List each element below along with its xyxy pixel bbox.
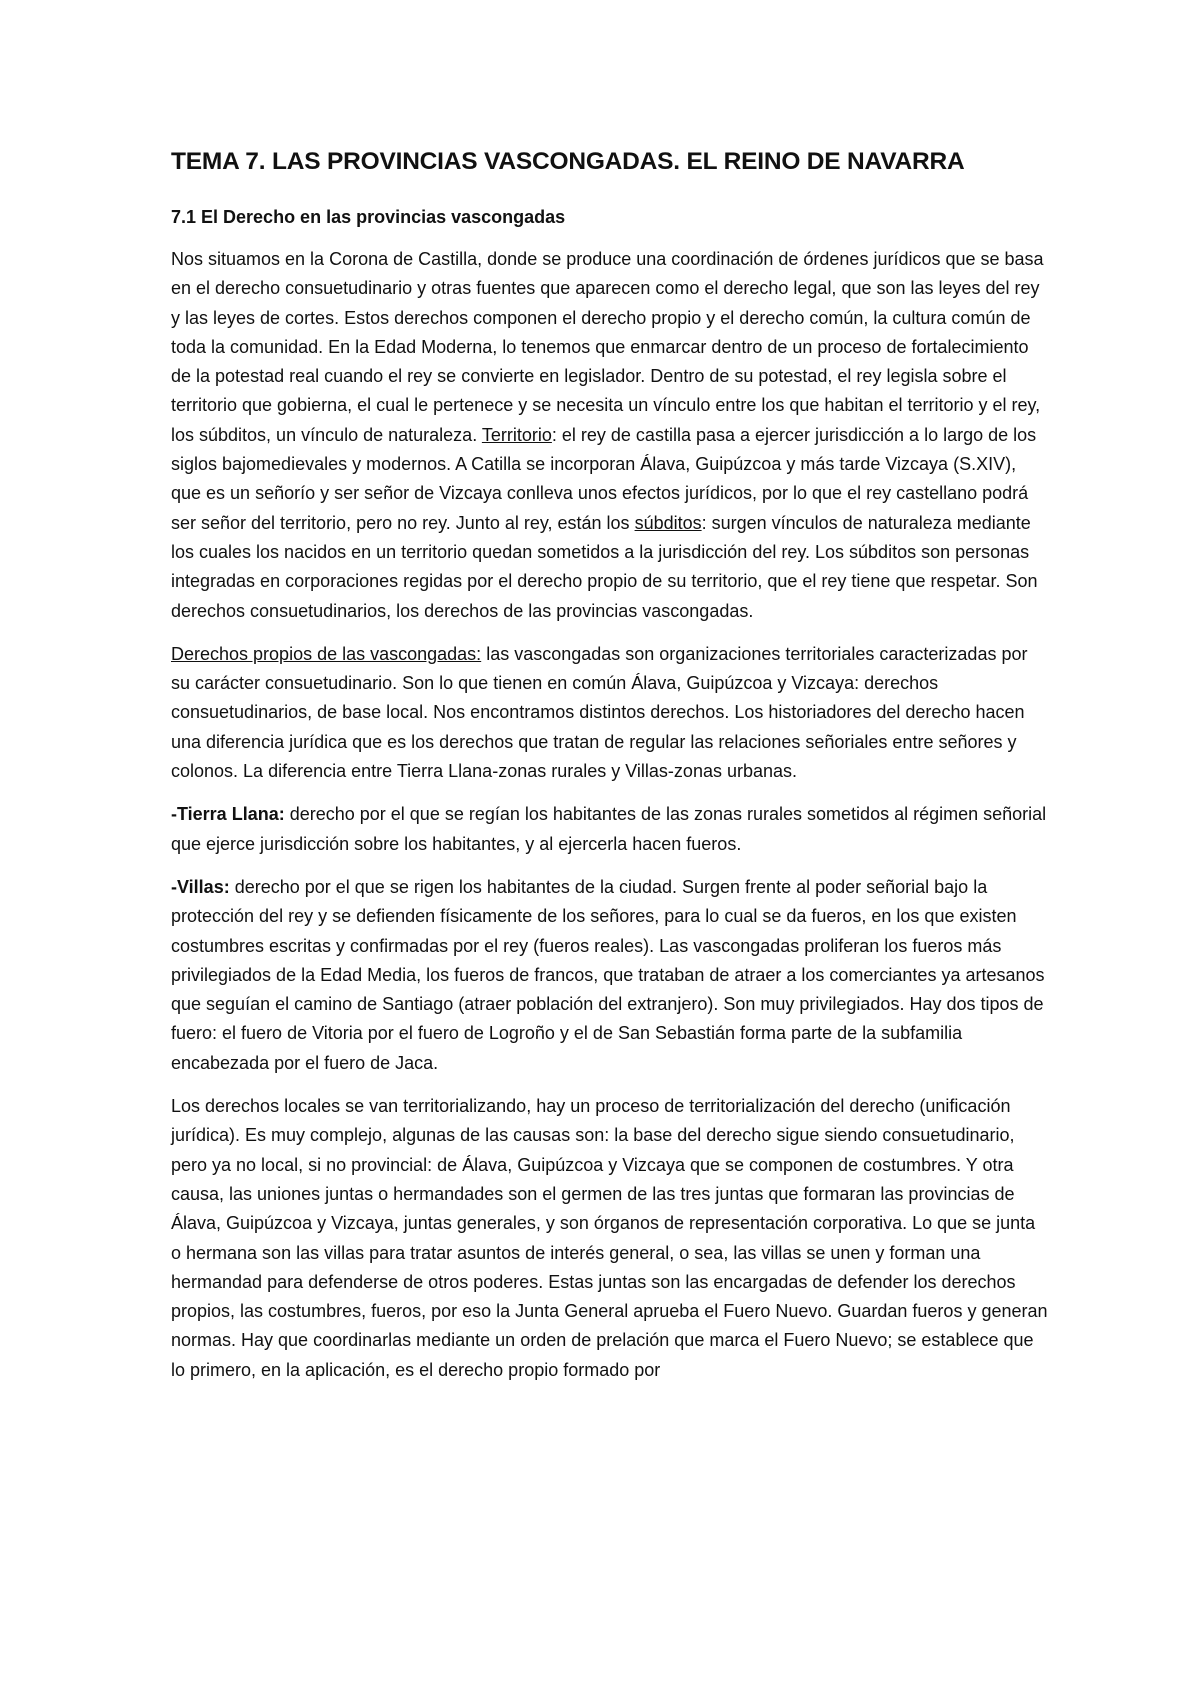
- term-derechos-propios: Derechos propios de las vascongadas:: [171, 643, 482, 664]
- paragraph-villas: [171, 873, 1050, 1078]
- paragraph-tierra-llana: [171, 800, 1050, 859]
- paragraph-text: las vascongadas son organizaciones territoriales caracterizadas por su carácter consuetudinario. Son lo que tienen en común Álava, Guipúzcoa y Vizcaya: derechos consuetudinarios, de base local. Nos encontramos distintos derechos. Los historiadores del derecho hacen una diferencia jurídica que es los derechos que tratan de regular las relaciones señoriales entre señores y colonos. La diferencia entre Tierra Llana-zonas rurales y Villas-zonas urbanas.: [171, 643, 1028, 782]
- paragraph-text: Nos situamos en la Corona de Castilla, donde se produce una coordinación de órdenes jurídicos que se basa en el derecho consuetudinario y otras fuentes que aparecen como el derecho legal, que son las leyes del rey y las leyes de cortes. Estos derechos componen el derecho propio y el derecho común, la cultura común de toda la comunidad. En la Edad Moderna, lo tenemos que enmarcar dentro de un proceso de fortalecimiento de la potestad real cuando el rey se convierte en legislador. Dentro de su potestad, el rey legisla sobre el territorio que gobierna, el cual le pertenece y se necesita un vínculo entre los que habitan el territorio y el rey, los súbditos, un vínculo de naturaleza.: [171, 249, 1044, 445]
- term-territorio: Territorio: [481, 424, 552, 445]
- paragraph-derechos-propios: [171, 640, 1050, 786]
- term-tierra-llana: -Tierra Llana:: [171, 804, 285, 825]
- paragraph-text: derecho por el que se regían los habitantes de las zonas rurales sometidos al régimen señorial que ejerce jurisdicción sobre los habitantes, y al ejercerla hacen fueros.: [171, 804, 1047, 854]
- term-villas: -Villas:: [171, 876, 230, 897]
- paragraph-text: : el rey de castilla pasa a ejercer jurisdicción a lo largo de los siglos bajomedievales y modernos. A Catilla se incorporan Álava, Guipúzcoa y más tarde Vizcaya (S.XIV), que es un señorío y ser señor de Vizcaya conlleva unos efectos jurídicos, por lo que el rey castellano podrá ser señor del territorio, pero no rey. Junto al rey, están los: [171, 424, 1037, 533]
- paragraph-text: : surgen vínculos de naturaleza mediante los cuales los nacidos en un territorio quedan sometidos a la jurisdicción del rey. Los súbditos son personas integradas en corporaciones regidas por el derecho propio de su territorio, que el rey tiene que respetar. Son derechos consuetudinarios, los derechos de las provincias vascongadas.: [171, 512, 1038, 621]
- paragraph-text: derecho por el que se rigen los habitantes de la ciudad. Surgen frente al poder señorial bajo la protección del rey y se defienden físicamente de los señores, para lo cual se da fueros, en los que existen costumbres escritas y confirmadas por el rey (fueros reales). Las vascongadas proliferan los fueros más privilegiados de la Edad Media, los fueros de francos, que trataban de atraer a los comerciantes ya artesanos que seguían el camino de Santiago (atraer población del extranjero). Son muy privilegiados. Hay dos tipos de fuero: el fuero de Vitoria por el fuero de Logroño y el de San Sebastián forma parte de la subfamilia encabezada por el fuero de Jaca.: [171, 876, 1045, 1073]
- paragraph-corona-castilla: [171, 245, 1050, 626]
- term-subditos: súbditos: [634, 512, 702, 533]
- section-heading: 7.1 El Derecho en las provincias vascongadas: [171, 207, 566, 227]
- document-title: TEMA 7. LAS PROVINCIAS VASCONGADAS. EL REINO DE NAVARRA: [171, 148, 965, 175]
- paragraph-territorializacion: Los derechos locales se van territorializando, hay un proceso de territorialización del derecho (unificación jurídica). Es muy complejo, algunas de las causas son: la base del derecho sigue siendo consuetudinario, pero ya no local, si no provincial: de Álava, Guipúzcoa y Vizcaya que se componen de costumbres. Y otra causa, las uniones juntas o hermandades son el germen de las tres juntas que formaran las provincias de Álava, Guipúzcoa y Vizcaya, juntas generales, y son órganos de representación corporativa. Lo que se junta o hermana son las villas para tratar asuntos de interés general, o sea, las villas se unen y forman una hermandad para defenderse de otros poderes. Estas juntas son las encargadas de defender los derechos propios, las costumbres, fueros, por eso la Junta General aprueba el Fuero Nuevo. Guardan fueros y generan normas. Hay que coordinarlas mediante un orden de prelación que marca el Fuero Nuevo; se establece que lo primero, en la aplicación, es el derecho propio formado por: [171, 1096, 1048, 1380]
